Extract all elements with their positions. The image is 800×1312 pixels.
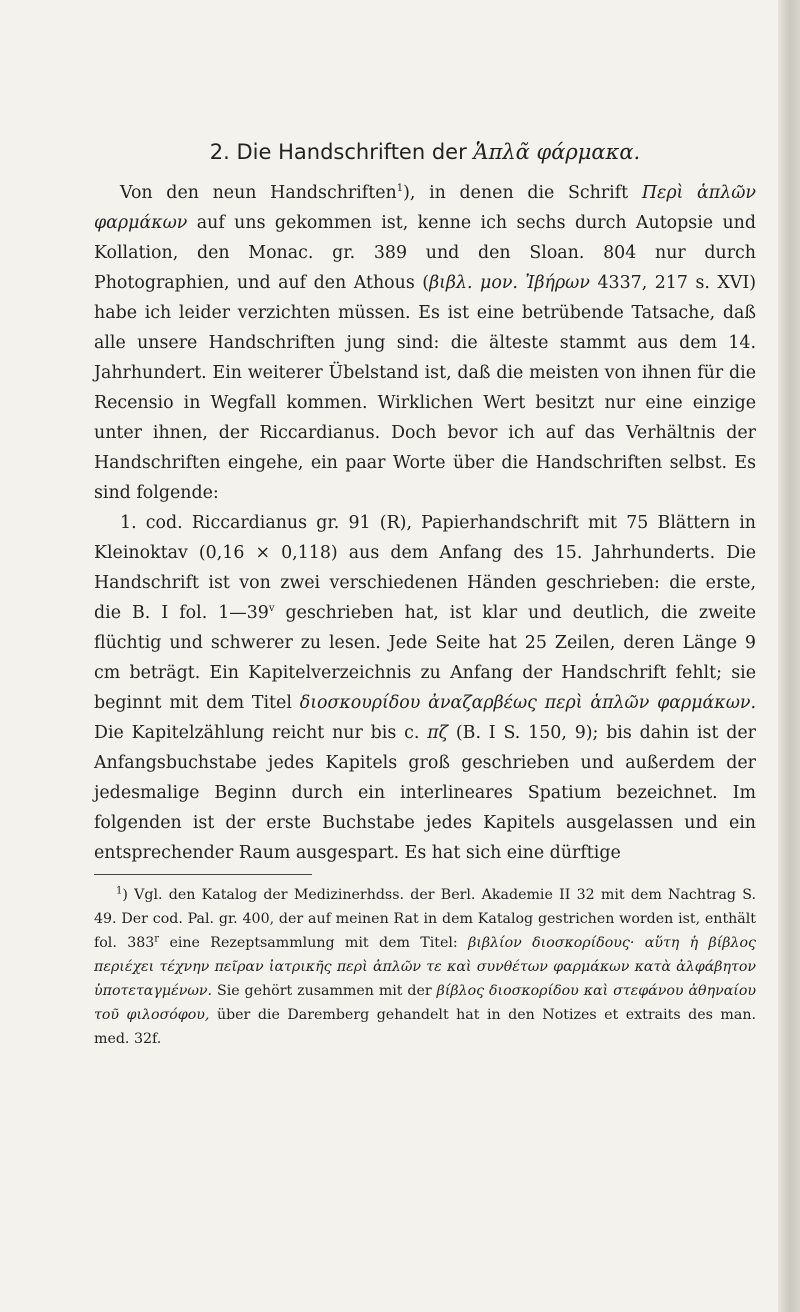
p2-text-b: geschrieben hat, ist klar und deutlich, die zweite flüchtig und schwerer zu lesen. Jede Seite hat 25 Zeilen, deren Länge 9 cm beträgt. Ein Kapitelverzeichnis zu Anfang der Handschrift fehlt; sie beginnt mit dem Titel [94,603,757,713]
footnote-mark: 1 [116,885,123,897]
heading-greek-title: Ἁπλᾶ φάρμακα. [473,140,641,164]
footnote-ref[interactable]: 1 [396,183,404,195]
greek-athous-library: βιβλ. μον. Ἰβήρων [429,273,590,293]
p1-text-a: Von den neun Handschriften [120,183,397,203]
paragraph-riccardianus [94,508,756,868]
heading-text: Die Handschriften der [236,140,467,164]
greek-title-dioskourides: διοσκουρίδου ἀναζαρβέως περὶ ἁπλῶν φαρμάκων. [299,693,756,713]
fn-text-2: Sie gehört zusammen mit der [216,983,432,999]
footnote-1 [94,883,756,1051]
fn-text-3: über die Daremberg gehandelt hat in den Notizes et extraits des man. med. 32f. [94,1007,756,1047]
p2-text-a: 1. cod. Riccardianus gr. 91 (R), Papierhandschrift mit 75 Blättern in Kleinoktav (0,16 × 0,118) aus dem Anfang des 15. Jahrhunderts. Die Handschrift ist von zwei verschiedenen Händen geschrieben: die erste, die B. I fol. 1—39 [94,513,756,623]
fn-text-1: ) Vgl. den Katalog der Medizinerhdss. der Berl. Akademie II 32 mit dem Nachtrag S. 49. Der cod. Pal. gr. 400, der auf meinen Rat in dem Katalog gestrichen worden ist, enthält fol. 383 [94,887,756,951]
footnote-divider [94,874,312,875]
greek-title-peri-haplon: Περὶ ἁπλῶν φαρμάκων [94,183,756,233]
p2-text-d: (B. I S. 150, 9); bis dahin ist der Anfangsbuchstabe jedes Kapitels groß geschrieben und außerdem der jedesmalige Beginn durch ein interlineares Spatium bezeichnet. Im folgenden ist der erste Buchstabe jedes Kapitels ausgelassen und ein entsprechender Raum ausgespart. Es hat sich eine dürftige [94,723,756,863]
fn-greek-title-1: βιβλίον διοσκορίδους· αὕτη ἡ βίβλος περιέχει τέχνην πεῖραν ἰατρικῆς περὶ ἁπλῶν τε καὶ συνθέτων φαρμάκων κατὰ ἀλφάβητον ὑποτεταγμένων. [94,935,756,999]
page-edge-shadow [778,0,800,1312]
heading-number: 2. [209,140,230,164]
section-heading [94,140,756,164]
p2-text-c: Die Kapitelzählung reicht nur bis c. [94,723,420,743]
p1-text-b: ), in denen die Schrift [403,183,629,203]
p1-text-d: 4337, 217 s. XVI) habe ich leider verzichten müssen. Es ist eine betrübende Tatsache, daß alle unsere Handschriften jung sind: die älteste stammt aus dem 14. Jahrhundert. Ein weiterer Übelstand ist, daß die meisten von ihnen für die Recensio in Wegfall kommen. Wirklichen Wert besitzt nur eine einzige unter ihnen, der Riccardianus. Doch bevor ich auf das Verhältnis der Handschriften eingehe, ein paar Worte über die Handschriften selbst. Es sind folgende: [94,273,756,503]
recto-mark: r [154,933,160,945]
page-content [94,140,756,1051]
fn-greek-title-2: βίβλος διοσκορίδου καὶ στεφάνου ἀθηναίου τοῦ φιλοσόφου, [94,983,757,1023]
greek-chapter-number: πζ [427,723,449,743]
p1-text-c: auf uns gekommen ist, kenne ich sechs durch Autopsie und Kollation, den Monac. gr. 389 und den Sloan. 804 nur durch Photographien, und auf den Athous ( [94,213,756,293]
fn-text-1b: eine Rezeptsammlung mit dem Titel: [169,935,458,951]
verso-mark: v [268,603,275,615]
paragraph-intro [94,178,756,508]
